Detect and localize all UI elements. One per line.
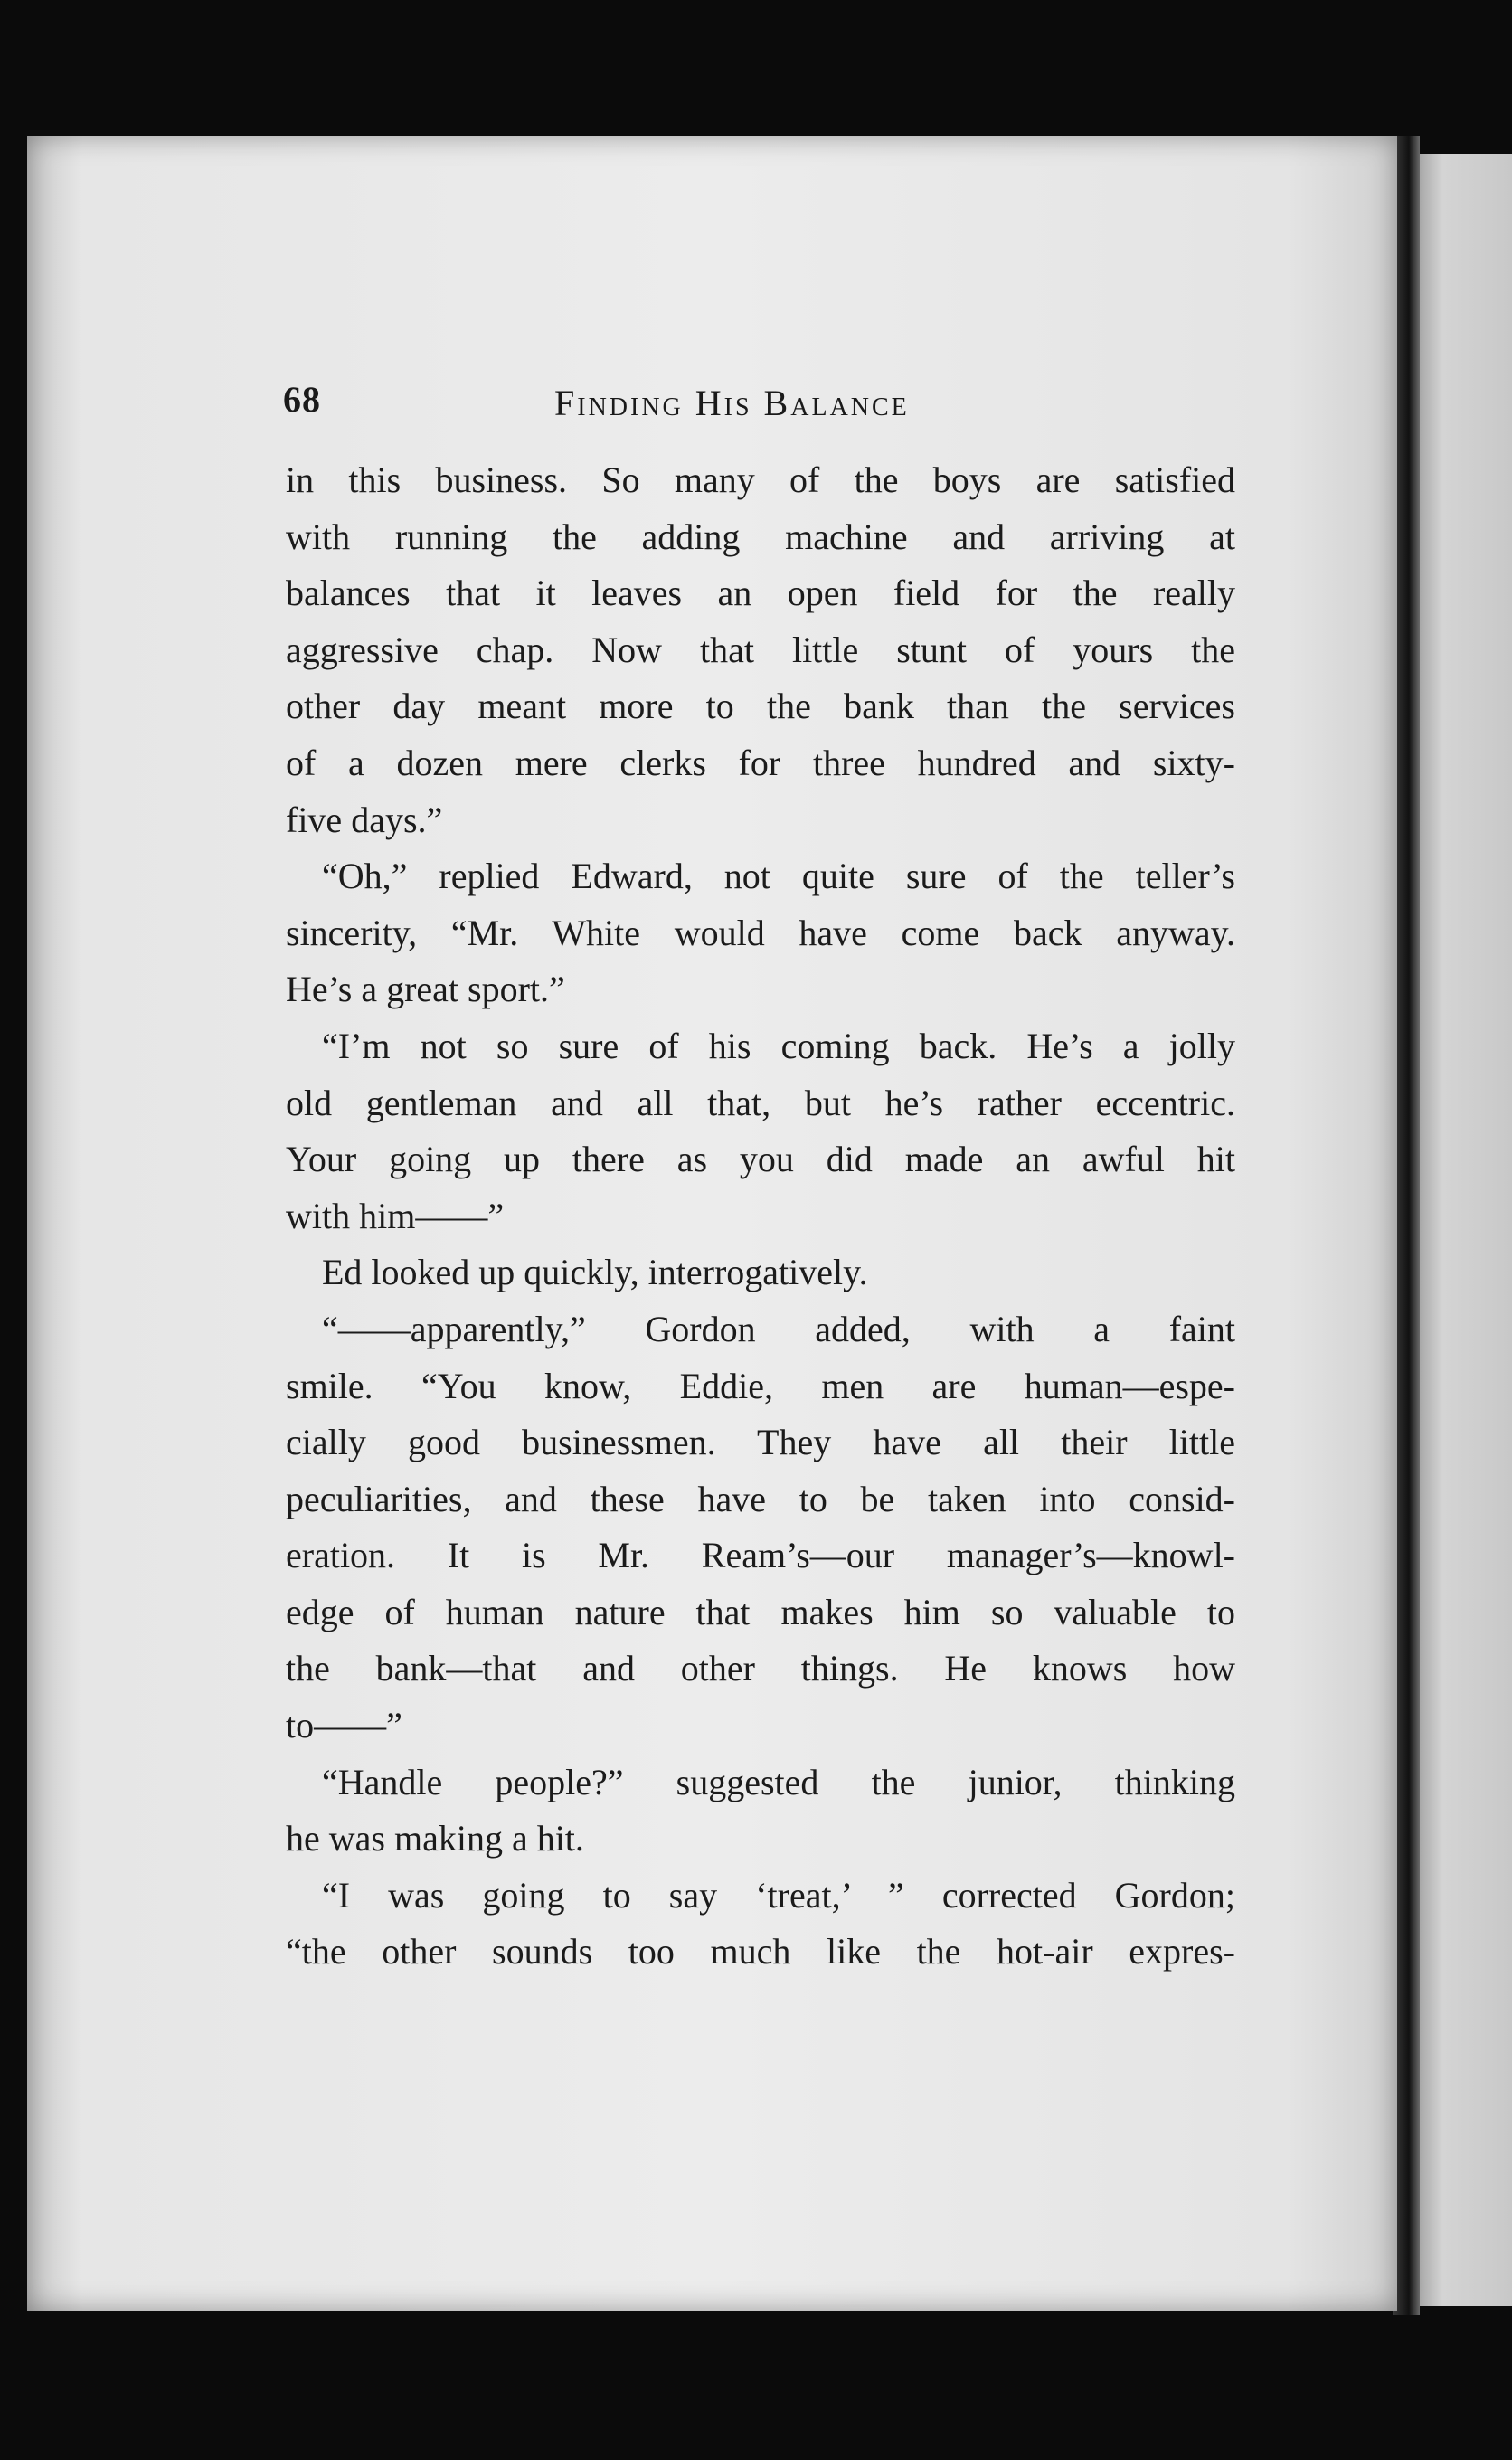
page-header — [283, 371, 1242, 434]
text-line: “I’m not so sure of his coming back. He’s a jolly — [322, 1025, 1235, 1066]
text-line: he was making a hit. — [286, 1818, 584, 1859]
text-line: “Oh,” replied Edward, not quite sure of the teller’s — [322, 856, 1235, 897]
text-line: eration. It is Mr. Ream’s—our manager’s—knowl- — [286, 1535, 1235, 1576]
text-line: with running the adding machine and arriving at — [286, 516, 1235, 557]
text-line: aggressive chap. Now that little stunt of yours the — [286, 629, 1235, 670]
text-line: He’s a great sport.” — [286, 969, 565, 1010]
text-line: “I was going to say ‘treat,’ ” corrected Gordon; — [322, 1874, 1235, 1916]
page-number: 68 — [283, 379, 321, 420]
text-line: other day meant more to the bank than the services — [286, 686, 1235, 727]
text-line: balances that it leaves an open field for the really — [286, 572, 1235, 614]
text-line: Ed looked up quickly, interrogatively. — [322, 1252, 868, 1293]
text-line: peculiarities, and these have to be taken into consid- — [286, 1478, 1235, 1519]
text-line: of a dozen mere clerks for three hundred and sixty- — [286, 742, 1235, 783]
text-line: sincerity, “Mr. White would have come back anyway. — [286, 912, 1235, 953]
text-line: smile. “You know, Eddie, men are human—espe- — [286, 1365, 1235, 1406]
text-line: “——apparently,” Gordon added, with a faint — [322, 1308, 1235, 1349]
text-line: old gentleman and all that, but he’s rather eccentric. — [286, 1082, 1235, 1123]
text-line: edge of human nature that makes him so valuable to — [286, 1591, 1235, 1632]
text-line: with him——” — [286, 1195, 505, 1236]
text-line: “the other sounds too much like the hot-air expres- — [286, 1931, 1235, 1973]
next-page-edge — [1413, 154, 1512, 2306]
text-line: five days.” — [286, 799, 443, 840]
running-title: Finding His Balance — [554, 383, 910, 423]
text-line: cially good businessmen. They have all their little — [286, 1422, 1235, 1463]
text-line: the bank—that and other things. He knows how — [286, 1648, 1235, 1689]
text-line: in this business. So many of the boys are satisfied — [286, 459, 1235, 500]
text-line: “Handle people?” suggested the junior, thinking — [322, 1761, 1235, 1802]
text-line: to——” — [286, 1705, 402, 1746]
body-text — [286, 452, 1235, 1981]
text-line: Your going up there as you did made an awful hit — [286, 1139, 1235, 1180]
